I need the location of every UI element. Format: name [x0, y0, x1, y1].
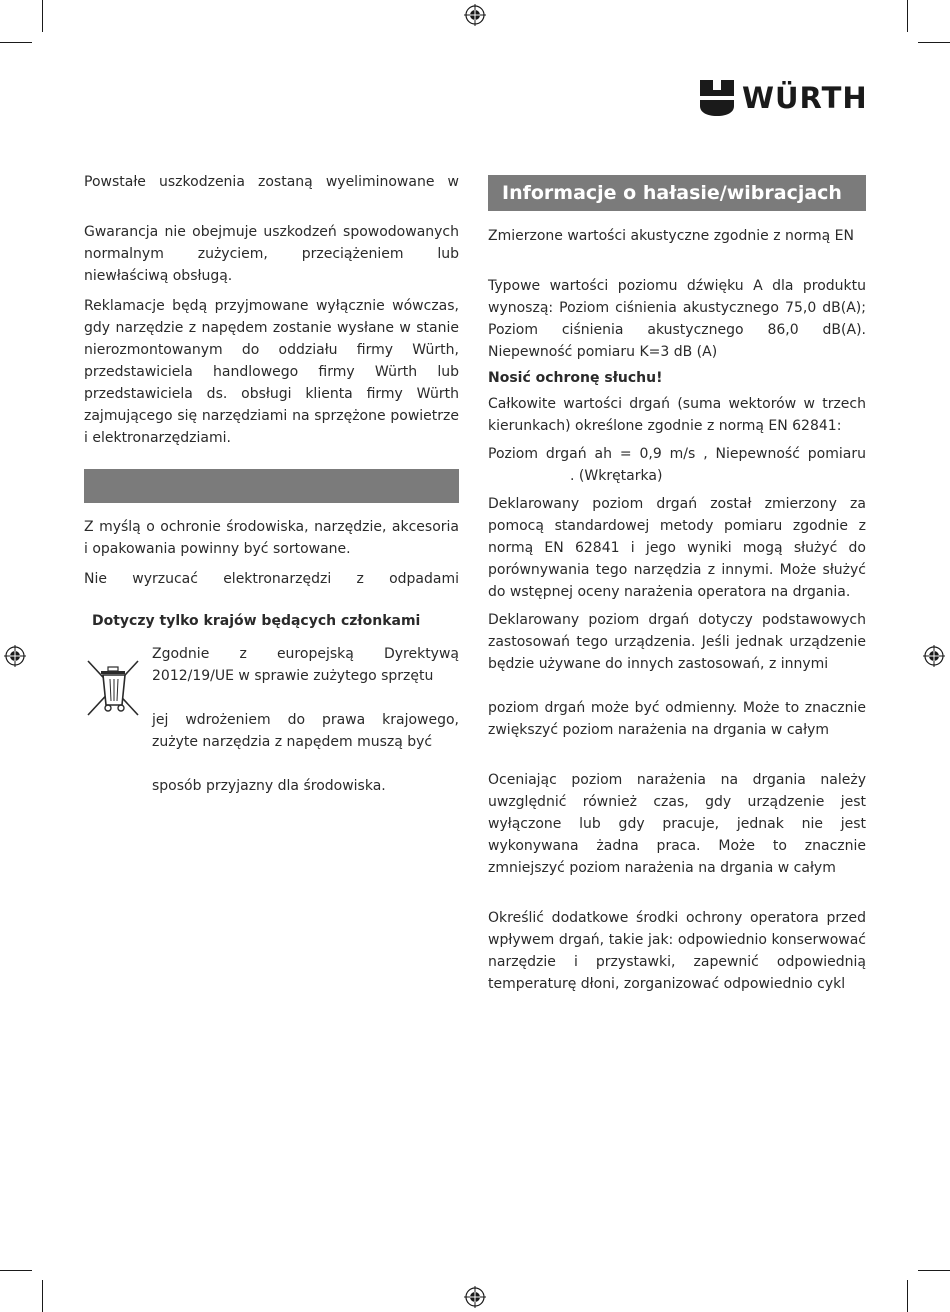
section-heading: Informacje o hałasie/wibracjach [488, 175, 866, 211]
paragraph: jej wdrożeniem do prawa krajowego, zużyte narzędzia z napędem muszą być [152, 712, 459, 750]
paragraph: Całkowite wartości drgań (suma wektorów w trzech kierunkach) określone zgodnie z normą EN 62841: [488, 396, 866, 434]
paragraph: . (Wkrętarka) [570, 468, 663, 484]
left-column [84, 171, 459, 797]
crop-mark-bottom-right-v [907, 1280, 908, 1312]
registration-mark-icon [464, 1286, 486, 1308]
paragraph: Reklamacje będą przyjmowane wyłącznie wówczas, gdy narzędzie z napędem zostanie wysłane w stanie nierozmontowanym do oddziału firmy Würth, przedstawiciela handlowego firmy Würth lub przedstawiciela ds. obsługi klienta firmy Würth zajmującego się narzędziami na sprzężone powietrze i elektronarzędziami. [84, 298, 459, 446]
crop-mark-bottom-left-h [0, 1270, 32, 1271]
paragraph: Nie wyrzucać elektronarzędzi z odpadami [84, 571, 459, 587]
paragraph: Zmierzone wartości akustyczne zgodnie z normą EN [488, 228, 854, 244]
crop-mark-bottom-left-v [42, 1280, 43, 1312]
paragraph: Typowe wartości poziomu dźwięku A dla produktu wynoszą: Poziom ciśnienia akustycznego 75,0 dB(A); Poziom ciśnienia akustycznego 86,0 dB(A). Niepewność pomiaru K=3 dB (A) [488, 278, 866, 360]
section-heading-bar [84, 469, 459, 503]
weee-text [152, 643, 459, 797]
crop-mark-top-right-h [918, 42, 950, 43]
bold-warning: Nosić ochronę słuchu! [488, 370, 663, 386]
paragraph: Deklarowany poziom drgań został zmierzony za pomocą standardowej metody pomiaru zgodnie z normą EN 62841 i jego wyniki mogą służyć do porównywania tego narzędzia z innymi. Może służyć do wstępnej oceny narażenia operatora na drgania. [488, 496, 866, 600]
paragraph: Zgodnie z europejską Dyrektywą 2012/19/UE w sprawie zużytego sprzętu [152, 646, 459, 684]
paragraph: Oceniając poziom narażenia na drgania należy uwzględnić również czas, gdy urządzenie jest wyłączone lub gdy pracuje, jednak nie jest wykonywana żadna praca. Może to znacznie zmniejszyć poziom narażenia na drgania w całym [488, 772, 866, 876]
crop-mark-top-left-h [0, 42, 32, 43]
paragraph: sposób przyjazny dla środowiska. [152, 778, 386, 794]
crossed-out-wheelie-bin-icon [84, 657, 142, 719]
wurth-logo-mark-icon [700, 80, 734, 116]
brand-name: WÜRTH [742, 81, 868, 115]
crop-mark-top-right-v [907, 0, 908, 32]
crop-mark-bottom-right-h [918, 1270, 950, 1271]
bold-heading: Dotyczy tylko krajów będących członkami [92, 613, 421, 629]
registration-mark-icon [464, 4, 486, 26]
paragraph: Deklarowany poziom drgań dotyczy podstawowych zastosowań tego urządzenia. Jeśli jednak urządzenie będzie używane do innych zastosowań, z innymi [488, 612, 866, 672]
paragraph: Powstałe uszkodzenia zostaną wyeliminowane w [84, 174, 459, 190]
registration-mark-icon [923, 645, 945, 667]
paragraph: Z myślą o ochronie środowiska, narzędzie, akcesoria i opakowania powinny być sortowane. [84, 519, 459, 557]
right-column [488, 175, 866, 995]
registration-mark-icon [4, 645, 26, 667]
brand-logo [700, 80, 868, 116]
crop-mark-top-left-v [42, 0, 43, 32]
paragraph: Określić dodatkowe środki ochrony operatora przed wpływem drgań, takie jak: odpowiednio konserwować narzędzie i przystawki, zapewnić odpowiednią temperaturę dłoni, zorganizować odpowiednio cykl [488, 910, 866, 992]
paragraph: poziom drgań może być odmienny. Może to znacznie zwiększyć poziom narażenia na drgania w całym [488, 700, 866, 738]
paragraph: Poziom drgań ah = 0,9 m/s , Niepewność pomiaru [488, 446, 866, 462]
weee-section [84, 643, 459, 797]
paragraph: Gwarancja nie obejmuje uszkodzeń spowodowanych normalnym zużyciem, przeciążeniem lub niewłaściwą obsługą. [84, 224, 459, 284]
